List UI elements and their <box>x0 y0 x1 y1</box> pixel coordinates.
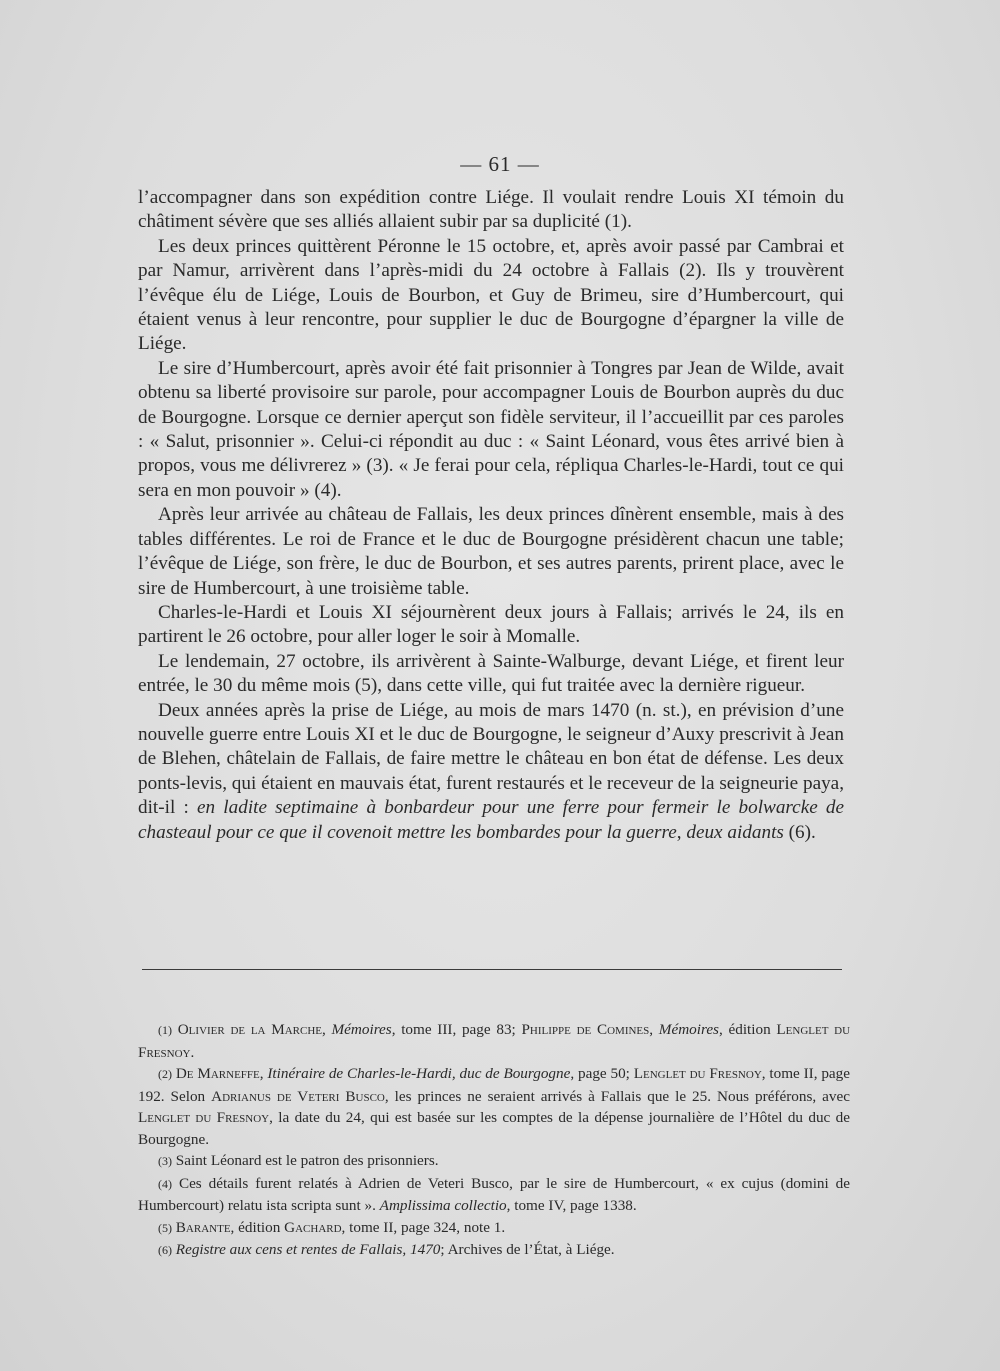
paragraph-last <box>138 699 844 845</box>
footnote-5 <box>138 1217 850 1240</box>
footnote-separator-rule <box>142 969 842 970</box>
footnote-text: . <box>190 1043 195 1061</box>
footnote-text: Saint Léonard est le patron des prisonniers. <box>175 1152 439 1169</box>
author-name: De Marneffe <box>175 1065 260 1082</box>
footnote-text: , les princes ne seraient arrivés à Fallais que le 25. Nous préférons, avec <box>384 1087 850 1105</box>
footnote-text: Ces détails furent relatés à Adrien de Veteri Busco, par le sire de Humbercourt, « ex cujus (domini de Humbercourt) relatu ista scripta sunt ». <box>138 1174 851 1214</box>
paragraph-text: Deux années après la prise de Liége, au mois de mars 1470 (n. st.), en prévision d’une nouvelle guerre entre Louis XI et le duc de Bourgogne, le seigneur d’Auxy prescrivit à Jean de Blehen, châtelain de Fallais, de faire mettre le château en bon état de défense. Les deux ponts-levis, qui étaient en mauvais état, furent restaurés et le receveur de la seigneurie paya, dit-il : <box>138 699 844 819</box>
footnote-mark: (5) <box>158 1220 172 1235</box>
work-title: Registre aux cens et rentes de Fallais, 1470 <box>175 1241 441 1258</box>
author-name: Lenglet du Fresnoy <box>138 1109 270 1126</box>
paragraph: Les deux princes quittèrent Péronne le 15 octobre, et, après avoir passé par Cambrai et par Namur, arrivèrent dans l’après-midi du 24 octobre à Fallais (2). Ils y trouvèrent l’évêque élu de Liége, Louis de Bourbon, et Guy de Brimeu, sire d’Humbercourt, qui étaient venus à leur rencontre, pour supplier le duc de Bourgogne d’épargner la ville de Liége. <box>138 235 844 355</box>
paragraph: Après leur arrivée au château de Fallais, les deux princes dînèrent ensemble, mais à des tables différentes. Le roi de France et le duc de Bourgogne présidèrent chacun une table; l’évêque de Liége, son frère, le duc de Bourbon, et ses autres parents, prirent place, avec le sire de Humbercourt, à une troisième table. <box>138 504 844 599</box>
author-name: Barante <box>175 1218 231 1236</box>
footnote-text: , tome II, page 324, note 1. <box>341 1218 506 1236</box>
author-name: Adrianus de Veteri Busco <box>211 1087 385 1105</box>
footnotes <box>138 1019 850 1262</box>
page-number: — 61 — <box>460 152 540 176</box>
work-title: Itinéraire de Charles-le-Hardi, duc de Bourgogne <box>267 1065 571 1082</box>
footnote-text: , tome II, page 192. Selon <box>138 1065 851 1105</box>
quotation-italic: en ladite septimaine à bonbardeur pour une ferre pour fermeir le bolwarcke de chasteaul pour ce que il covenoit mettre les bombardes pour la guerre <box>138 797 845 843</box>
footnote-text: , édition <box>230 1218 281 1236</box>
work-title: Amplissima collectio <box>379 1197 507 1214</box>
paragraph: Charles-le-Hardi et Louis XI séjournèrent deux jours à Fallais; arrivés le 24, ils en partirent le 26 octobre, pour aller loger le soir à Momalle. <box>138 601 844 648</box>
footnote-text: , tome IV, page 1338. <box>506 1197 637 1214</box>
paragraph: Le lendemain, 27 octobre, ils arrivèrent à Sainte-Walburge, devant Liége, et firent leur entrée, le 30 du même mois (5), dans cette ville, qui fut traitée avec la dernière rigueur. <box>138 650 844 697</box>
footnote-mark: (6) <box>158 1243 172 1257</box>
footnote-text: ; Archives de l’État, à Liége. <box>440 1241 615 1258</box>
footnote-3 <box>138 1150 850 1173</box>
paragraph: Le sire d’Humbercourt, après avoir été fait prisonnier à Tongres par Jean de Wilde, avait obtenu sa liberté provisoire sur parole, pour accompagner Louis de Bourbon auprès du duc de Bourgogne. Lorsque ce dernier aperçut son fidèle serviteur, il l’accueillit par ces paroles : « Salut, prisonnier ». Celui-ci répondit au duc : « Saint Léonard, vous êtes arrivé bien à propos, vous me délivrerez » (3). « Je ferai pour cela, répliqua Charles-le-Hardi, tout ce qui sera en mon pouvoir » (4). <box>138 357 844 501</box>
main-text <box>138 186 844 845</box>
footnote-text: , tome III, page 83; <box>391 1021 516 1038</box>
author-name: Philippe de Comines <box>521 1021 650 1038</box>
author-name: Lenglet du Fresnoy <box>138 1021 851 1061</box>
footnote-reference: (6). <box>788 821 816 843</box>
footnote-4 <box>138 1173 850 1217</box>
footnote-text: , page 50; <box>570 1065 630 1082</box>
work-title: Mémoires <box>331 1021 392 1038</box>
footnote-6 <box>138 1239 850 1262</box>
footnote-mark: (2) <box>158 1067 172 1081</box>
author-name: Lenglet du Fresnoy <box>633 1065 762 1082</box>
author-name: Gachard <box>284 1218 342 1236</box>
footnote-text: , la date du 24, qui est basée sur les comptes de la dépense journalière de l’Hôtel du duc de Bourgogne. <box>138 1109 850 1148</box>
separator: , <box>676 821 682 843</box>
footnote-mark: (4) <box>158 1176 172 1191</box>
paragraph: l’accompagner dans son expédition contre Liége. Il voulait rendre Louis XI témoin du châtiment sévère que ses alliés allaient subir par sa duplicité (1). <box>138 187 844 233</box>
footnote-text: , édition <box>718 1021 771 1038</box>
author-name: Olivier de la Marche <box>177 1021 322 1038</box>
footnote-2: (2) De Marneffe, Itinéraire de Charles-le-Hardi, duc de Bourgogne, page 50; Lenglet du Fresnoy, tome II, page 192. Selon Adrianus de Veteri Busco, les princes ne seraient arrivés à Fallais que le 25. Nous préférons, avec Lenglet du Fresnoy, la date du 24, qui est basée sur les comptes de la dépense journalière de l’Hôtel du duc de Bourgogne. <box>138 1065 851 1148</box>
work-title: Mémoires <box>658 1021 719 1038</box>
footnote-1: (1) Olivier de la Marche, Mémoires, tome III, page 83; Philippe de Comines, Mémoires, édition Lenglet du Fresnoy. <box>138 1021 851 1061</box>
footnote-mark: (3) <box>158 1154 172 1168</box>
footnote-mark: (1) <box>158 1023 172 1037</box>
quotation-italic: deux aidants <box>686 821 784 843</box>
